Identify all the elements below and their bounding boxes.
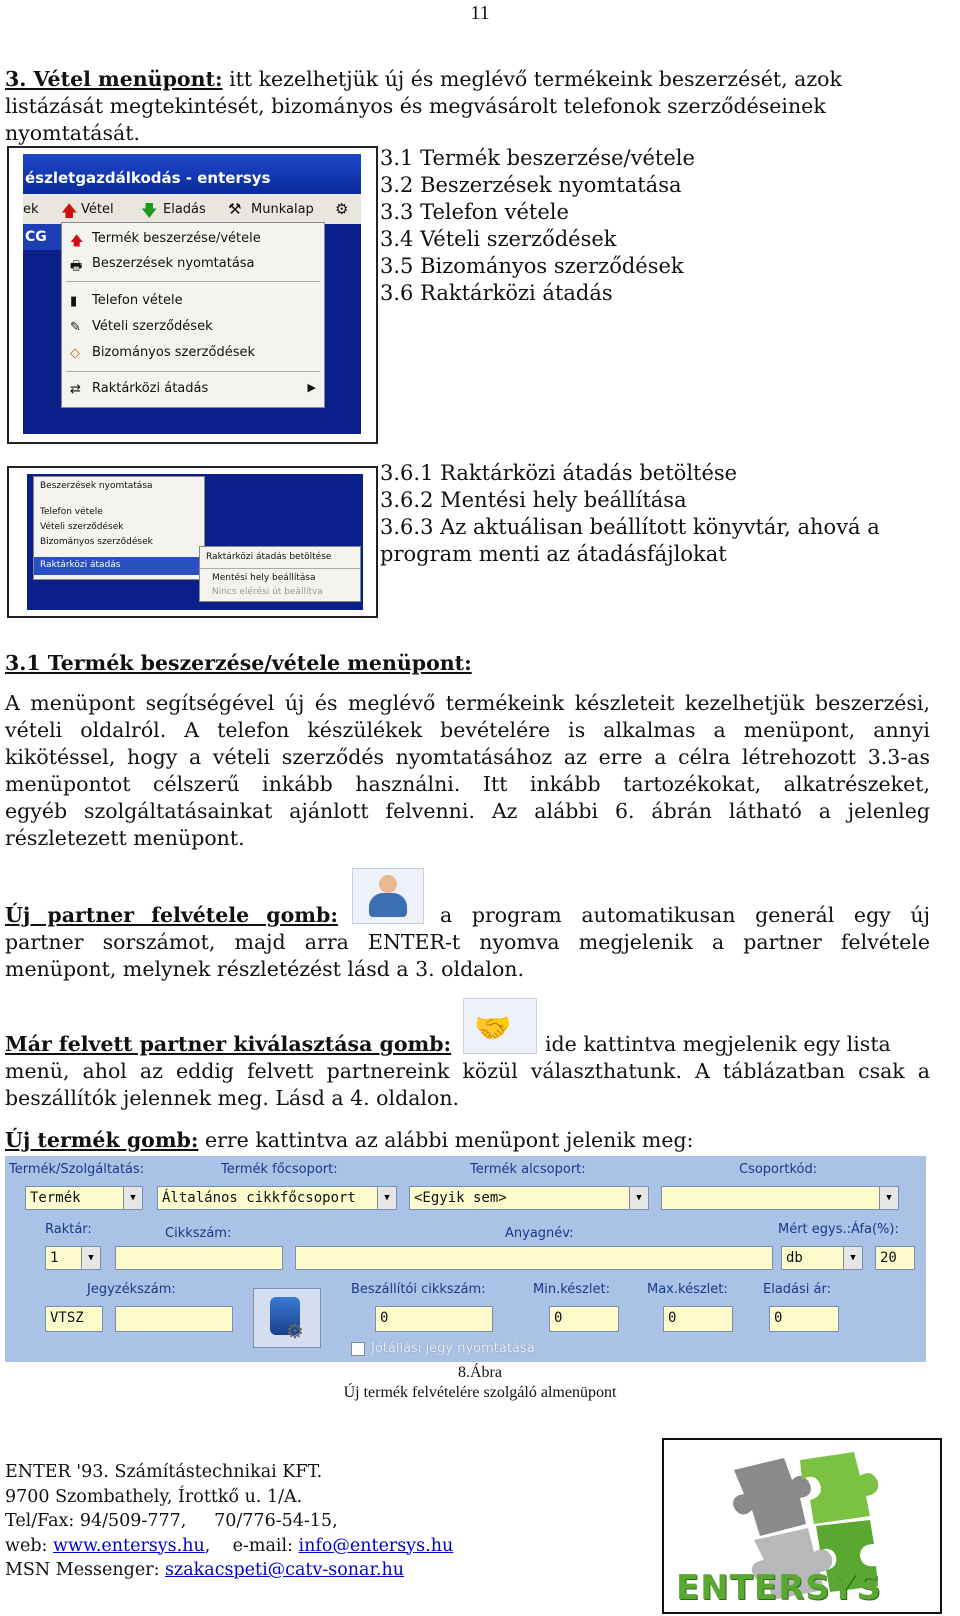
label-min-keszlet: Min.készlet: <box>533 1282 610 1297</box>
dropdown-item[interactable]: Vételi szerződések <box>40 522 124 532</box>
dropdown-item[interactable]: Beszerzések nyomtatása <box>40 481 153 491</box>
dropdown-item-disabled: Nincs elérési út beállítva <box>212 587 323 597</box>
focsoport-select[interactable]: Általános cikkfőcsoport ▼ <box>157 1186 397 1210</box>
dropdown-item[interactable]: ⇄ Raktárközi átadás <box>70 381 209 397</box>
label-termek-szolgaltatas: Termék/Szolgáltatás: <box>9 1162 145 1177</box>
label-cikkszam: Cikkszám: <box>165 1226 232 1241</box>
dropdown-item[interactable]: Mentési hely beállítása <box>212 573 316 583</box>
settings-icon: ⚙ <box>335 200 349 218</box>
select-partner-button[interactable] <box>463 998 537 1054</box>
msn-link[interactable]: szakacspeti@catv-sonar.hu <box>165 1560 405 1580</box>
contract-icon: ✎ <box>70 319 81 335</box>
new-partner-text-line1: a program automatikusan generál egy új <box>440 903 930 927</box>
submenu-list-item: 3.6.3 Az aktuálisan beállított könyvtár, ahová a <box>380 515 880 539</box>
footer-msn-line: MSN Messenger: szakacspeti@catv-sonar.hu <box>5 1560 405 1580</box>
menu-bar <box>23 194 361 224</box>
figure-caption: Új termék felvételére szolgáló almenüpont <box>343 1384 617 1401</box>
label-csoportkod: Csoportkód: <box>739 1162 818 1177</box>
diamond-icon: ◇ <box>70 345 80 361</box>
raktar-select[interactable]: 1 ▼ <box>45 1246 101 1270</box>
footer-telfax: Tel/Fax: 94/509-777, 70/776-54-15, <box>5 1511 338 1531</box>
jotallasi-checkbox[interactable] <box>351 1342 365 1356</box>
transfer-icon: ⇄ <box>70 381 81 397</box>
jotallasi-label: Jótállási jegy nyomtatása <box>371 1341 535 1356</box>
section-31-heading: 3.1 Termék beszerzése/vétele menüpont: <box>5 651 472 675</box>
phone-icon: ▮ <box>70 293 78 309</box>
footer-address: 9700 Szombathely, Írottkő u. 1/A. <box>5 1486 303 1507</box>
menubar-item-munkalap[interactable]: Munkalap <box>251 202 314 217</box>
submenu-arrow-icon: ▶ <box>307 381 316 394</box>
label-beszallitoi-cikkszam: Beszállítói cikkszám: <box>351 1282 486 1297</box>
figure-number: 8.Ábra <box>458 1364 502 1381</box>
label-mert-afa: Mért egys.:Áfa(%): <box>778 1222 899 1237</box>
menubar-item-vetel[interactable]: Vétel <box>81 202 114 217</box>
intro-line1: itt kezelhetjük új és meglévő termékeink beszerzését, azok <box>222 67 842 91</box>
dropdown-item[interactable]: Raktárközi átadás betöltése <box>206 552 332 562</box>
intro-paragraph <box>5 66 930 147</box>
label-eladasi-ar: Eladási ár: <box>763 1282 831 1297</box>
new-partner-label: Új partner felvétele gomb: <box>5 903 338 927</box>
menu-list-item: 3.4 Vételi szerződések <box>380 227 617 251</box>
vetel-dropdown <box>61 222 325 408</box>
right-dropdown <box>199 546 361 602</box>
menu-list-item: 3.5 Bizományos szerződések <box>380 254 684 278</box>
raktarkozi-submenu-list <box>380 460 880 568</box>
existing-partner-text-line1: ide kattintva megjelenik egy lista <box>545 1032 891 1056</box>
label-termek-focsoport: Termék főcsoport: <box>221 1162 338 1177</box>
new-product-line: Új termék gomb: erre kattintva az alábbi menüpont jelenik meg: <box>5 1128 694 1152</box>
new-product-label: Új termék gomb: <box>5 1128 199 1152</box>
logo-text: ENTERSYS <box>676 1568 882 1608</box>
new-partner-paragraph: partner sorszámot, majd arra ENTER-t nyomva megjelenik a partner felvétele menüpont, melynek részletézést lásd a 3. oldalon. <box>5 930 930 981</box>
label-jegyzekszam: Jegyzékszám: <box>87 1282 176 1297</box>
vetel-arrow-icon: 🡅 <box>61 201 78 220</box>
person-head-icon <box>379 875 397 893</box>
dropdown-item[interactable]: 🡅 Termék beszerzése/vétele <box>70 231 261 249</box>
raktarkozi-submenu-screenshot <box>7 466 378 618</box>
red-arrow-icon: 🡅 <box>70 233 84 249</box>
separator <box>66 281 320 282</box>
menubar-item-eladas[interactable]: Eladás <box>163 202 206 217</box>
termek-select[interactable]: Termék ▼ <box>25 1186 143 1210</box>
new-partner-button[interactable] <box>352 868 424 924</box>
csoportkod-select[interactable] <box>661 1186 899 1210</box>
chevron-down-icon[interactable]: ▼ <box>629 1187 648 1209</box>
intro-line3: nyomtatását. <box>5 121 140 145</box>
app-window <box>23 154 361 434</box>
separator <box>66 371 320 372</box>
vetel-menupont-heading: 3. Vétel menüpont: <box>5 67 223 91</box>
dropdown-item[interactable]: 🖶 Beszerzések nyomtatása <box>70 256 255 274</box>
submenu-list-item: 3.6.2 Mentési hely beállítása <box>380 488 687 512</box>
gear-icon: ⚙ <box>286 1319 304 1343</box>
label-raktar: Raktár: <box>45 1222 92 1237</box>
menu-list-item: 3.2 Beszerzések nyomtatása <box>380 173 682 197</box>
max-keszlet-input[interactable]: 0 <box>663 1306 733 1332</box>
entersys-logo <box>662 1438 942 1614</box>
submenu-list-item: 3.6.1 Raktárközi átadás betöltése <box>380 461 738 485</box>
handshake-icon: 🤝 <box>474 1011 512 1046</box>
printer-icon: 🖶 <box>70 258 83 274</box>
mert-egyseg-select[interactable]: db ▼ <box>781 1246 863 1270</box>
jegyzekszam-type-input[interactable]: VTSZ <box>45 1306 103 1332</box>
label-max-keszlet: Max.készlet: <box>647 1282 728 1297</box>
chevron-down-icon[interactable]: ▼ <box>377 1187 396 1209</box>
eladas-arrow-icon: 🡇 <box>141 201 158 220</box>
intro-line2: listázását megtekintését, bizományos és megvásárolt telefonok szerződéseinek <box>5 94 826 118</box>
window-title: észletgazdálkodás - entersys <box>25 169 271 187</box>
tools-icon: ⚒ <box>228 200 242 218</box>
dropdown-item[interactable]: Telefon vétele <box>40 507 103 517</box>
dropdown-item[interactable]: ✎ Vételi szerződések <box>70 319 213 335</box>
chevron-down-icon[interactable]: ▼ <box>81 1247 100 1269</box>
page-number: 11 <box>470 2 490 24</box>
menu-list-item: 3.1 Termék beszerzése/vétele <box>380 146 695 170</box>
person-body-icon <box>369 893 407 917</box>
existing-partner-label: Már felvett partner kiválasztása gomb: <box>5 1032 452 1056</box>
menu-list-item: 3.3 Telefon vétele <box>380 200 569 224</box>
submenu-list-item: program menti az átadásfájlokat <box>380 542 727 566</box>
dropdown-item-selected[interactable]: Raktárközi átadás <box>40 560 121 570</box>
chevron-down-icon[interactable]: ▼ <box>123 1187 142 1209</box>
footer-company: ENTER '93. Számítástechnikai KFT. <box>5 1462 323 1482</box>
anyagnev-input[interactable] <box>295 1246 773 1270</box>
chevron-down-icon[interactable]: ▼ <box>843 1247 862 1269</box>
email-link[interactable]: info@entersys.hu <box>298 1535 454 1556</box>
afa-input[interactable]: 20 <box>875 1246 915 1270</box>
menu-list-item: 3.6 Raktárközi átadás <box>380 281 613 305</box>
eladasi-ar-input[interactable]: 0 <box>769 1306 839 1332</box>
dropdown-item[interactable]: ▮ Telefon vétele <box>70 293 183 309</box>
new-product-form <box>5 1156 926 1362</box>
min-keszlet-input[interactable]: 0 <box>549 1306 619 1332</box>
cg-label: CG <box>23 224 65 250</box>
beszallitoi-cikkszam-input[interactable]: 0 <box>375 1306 493 1332</box>
menubar-item-partial[interactable]: ek <box>23 202 39 217</box>
chevron-down-icon[interactable]: ▼ <box>879 1187 898 1209</box>
label-termek-alcsoport: Termék alcsoport: <box>470 1162 586 1177</box>
section-31-paragraph: A menüpont segítségével új és meglévő termékeink készleteit kezelhetjük beszerzési, vételi oldalról. A telefon készülékek bevételére is alkalmas a menüpont, annyi kikötéssel, hogy a vételi szerződés nyomtatásához az erre a célra létrehozott 3.3-as menüpontot célszerű inkább használni. Itt inkább tartozékokat, alkatrészeket, egyéb szolgáltatásainkat ajánlott felvenni. Az alábbi 6. ábrán látható a jelenleg részletezett menüpont. <box>5 691 930 850</box>
cikkszam-input[interactable] <box>115 1246 283 1270</box>
dropdown-item[interactable]: ◇ Bizományos szerződések <box>70 345 255 361</box>
existing-partner-paragraph: menü, ahol az eddig felvett partnereink közül választhatunk. A táblázatban csak a beszállítók jelennek meg. Lásd a 4. oldalon. <box>5 1059 930 1110</box>
dropdown-item[interactable]: Bizományos szerződések <box>40 537 153 547</box>
database-settings-button[interactable] <box>253 1288 321 1348</box>
jegyzekszam-input[interactable] <box>115 1306 233 1332</box>
footer-contact <box>5 1460 453 1583</box>
footer-web-line: web: www.entersys.hu, e-mail: info@entersys.hu <box>5 1535 454 1556</box>
left-dropdown <box>33 476 205 580</box>
vetel-menu-screenshot <box>7 146 378 444</box>
alcsoport-select[interactable]: <Egyik sem> ▼ <box>409 1186 649 1210</box>
vetel-menu-list <box>380 145 695 307</box>
label-anyagnev: Anyagnév: <box>505 1226 574 1241</box>
website-link[interactable]: www.entersys.hu <box>53 1535 205 1556</box>
